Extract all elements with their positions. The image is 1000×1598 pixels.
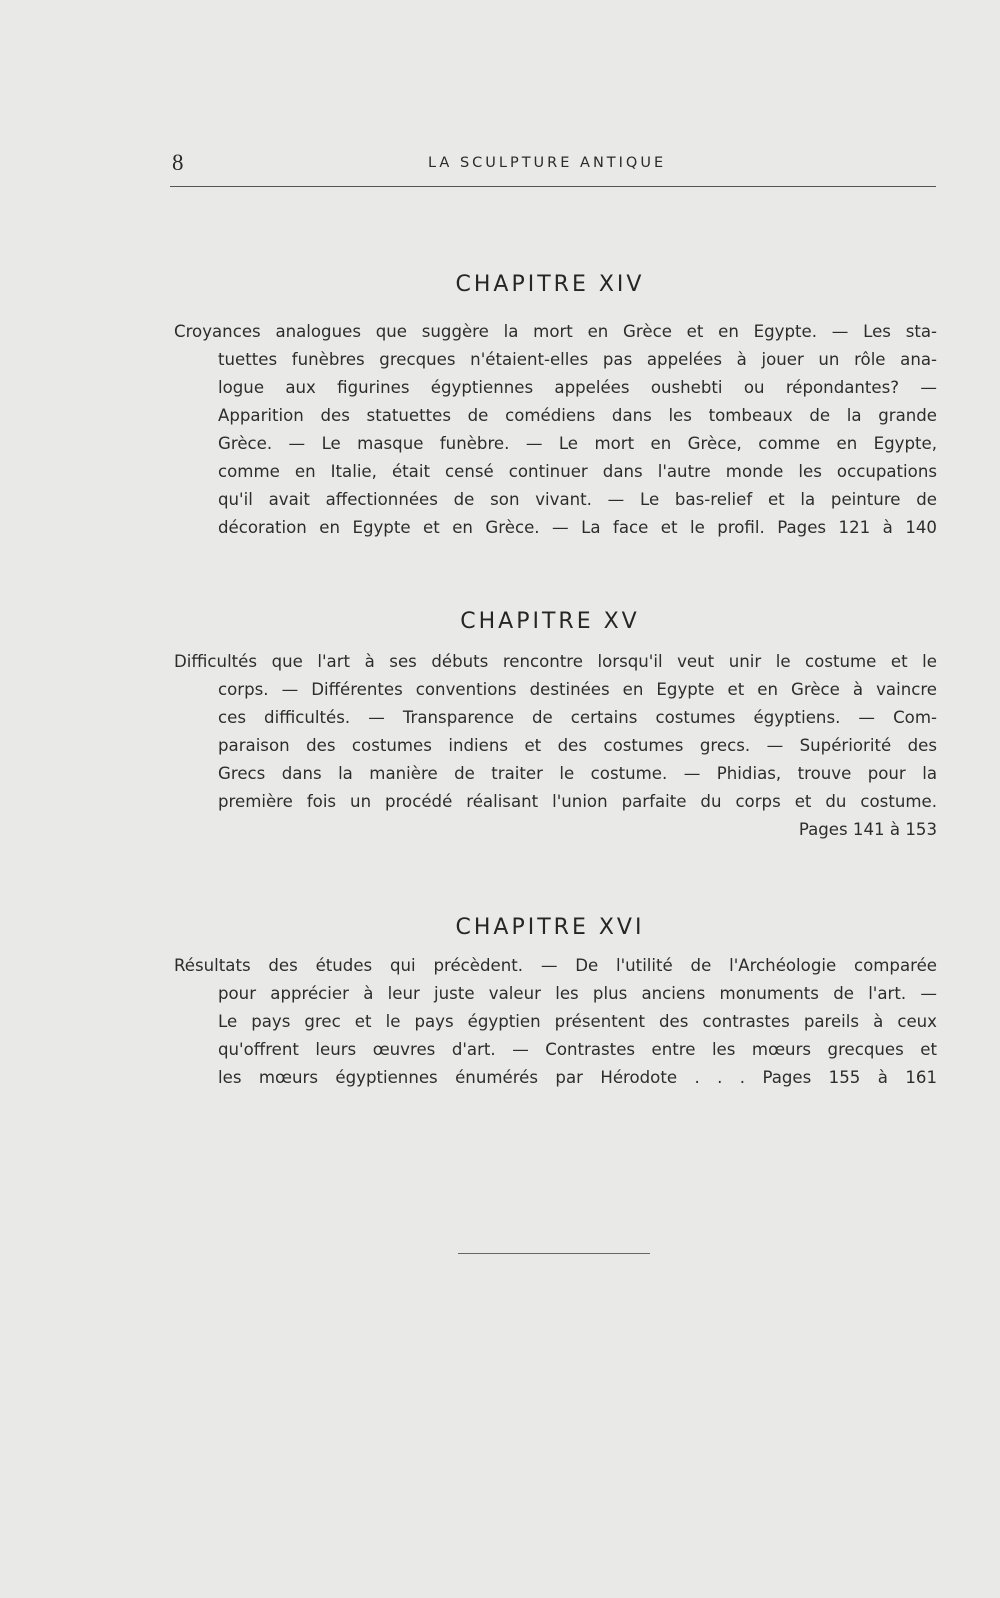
summary-line: pour apprécier à leur juste valeur les plus anciens monuments de l'art. —	[218, 984, 937, 1003]
summary-line: Résultats des études qui précèdent. — De l'utilité de l'Archéologie comparée	[174, 956, 937, 975]
summary-line: comme en Italie, était censé continuer dans l'autre monde les occupations	[218, 462, 937, 481]
summary-line: décoration en Egypte et en Grèce. — La face et le profil. Pages 121 à 140	[218, 518, 937, 537]
chapter-title: CHAPITRE XVI	[455, 915, 645, 940]
chapter-summary	[174, 318, 937, 542]
summary-line: qu'il avait affectionnées de son vivant. — Le bas-relief et la peinture de	[218, 490, 937, 509]
page-range: Pages 141 à 153	[798, 820, 937, 839]
summary-line: Difficultés que l'art à ses débuts rencontre lorsqu'il veut unir le costume et le	[174, 652, 937, 671]
summary-line: Grecs dans la manière de traiter le costume. — Phidias, trouve pour la	[218, 764, 937, 783]
running-title: LA SCULPTURE ANTIQUE	[428, 155, 667, 171]
summary-line: les mœurs égyptiennes énumérés par Hérodote . . . Pages 155 à 161	[218, 1068, 937, 1087]
summary-line: corps. — Différentes conventions destinées en Egypte et en Grèce à vaincre	[218, 680, 937, 699]
end-rule	[458, 1253, 650, 1254]
summary-line: tuettes funèbres grecques n'étaient-elles pas appelées à jouer un rôle ana-	[218, 350, 937, 369]
chapter-summary	[174, 648, 937, 844]
summary-line: Croyances analogues que suggère la mort en Grèce et en Egypte. — Les sta-	[174, 322, 937, 341]
summary-line: logue aux figurines égyptiennes appelées oushebti ou répondantes? —	[218, 378, 937, 397]
summary-line: paraison des costumes indiens et des costumes grecs. — Supériorité des	[218, 736, 937, 755]
summary-line: qu'offrent leurs œuvres d'art. — Contrastes entre les mœurs grecques et	[218, 1040, 937, 1059]
running-head	[170, 150, 936, 190]
chapter-summary	[174, 952, 937, 1092]
page-number: 8	[172, 150, 184, 175]
summary-line: première fois un procédé réalisant l'union parfaite du corps et du costume.	[218, 792, 937, 811]
chapter-title: CHAPITRE XIV	[455, 272, 645, 297]
chapter-title: CHAPITRE XV	[460, 609, 640, 634]
summary-line: Apparition des statuettes de comédiens dans les tombeaux de la grande	[218, 406, 937, 425]
summary-line: Le pays grec et le pays égyptien présentent des contrastes pareils à ceux	[218, 1012, 937, 1031]
header-rule	[170, 186, 936, 187]
summary-line: ces difficultés. — Transparence de certains costumes égyptiens. — Com-	[218, 708, 937, 727]
summary-line: Grèce. — Le masque funèbre. — Le mort en Grèce, comme en Egypte,	[218, 434, 937, 453]
